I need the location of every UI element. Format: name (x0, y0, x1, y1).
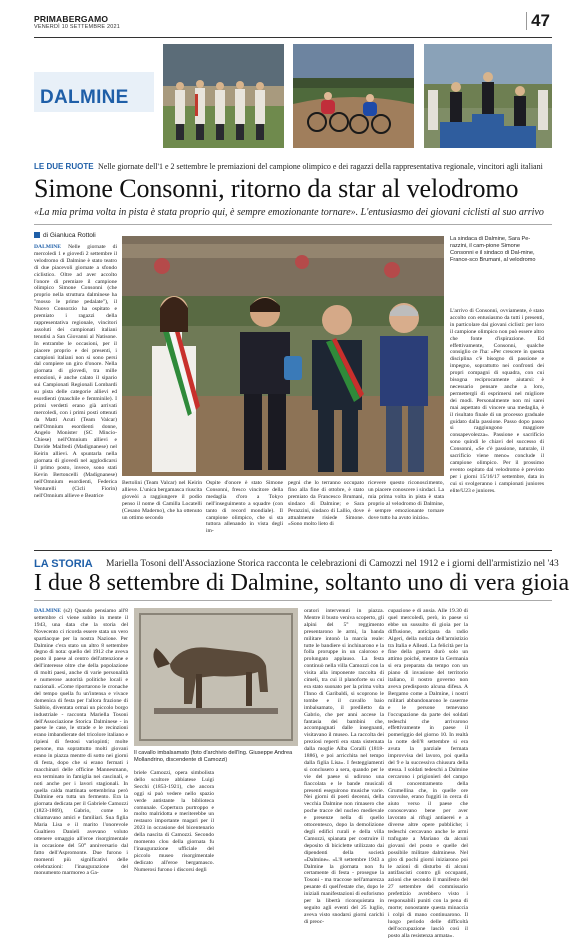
podium-photo (424, 44, 552, 148)
dateline-dalmine: DALMINE (34, 244, 62, 250)
divider (34, 600, 552, 601)
article1-column-right: L'arrivo di Consonni, ovviamente, è stato accolto con entusiasmo da tutti i presenti, in particolare dai giovani ciclisti: per loro il campione olimpico non può essere altro che fonte d'ispirazione. Ed effettivamente, Consonni, qualche consiglio ce l'ha: «Per crescere in questa disciplina c'è bisogno di passione e impegno, soprattutto nei confronti dei propri compagni di squadra, con cui bisogna reciprocamente aiutarsi: è necessario pensare anche a loro, permettergli di esprimersi nel migliore dei modi. Personalmente non mi sarei mai aspettato di vincere una medaglia, è il risultato finale di un processo graduale guidato dalla passione. Passo dopo passo si raggiungono maggiore consapevolezza». Passione e sacrificio sono quindi le chiavi del successo di Consonni, «Se c'è passione, naturale, il sacrificio viene meno» conclude il campione olimpico. Per il prossimo evento ospitato dal velodromo è previsto per i giorni 15/16/17 settembre, data in cui si svolgeranno i campionati juniores elite/U23 e juniores. (450, 308, 544, 494)
kicker-le-due-ruote: LE DUE RUOTE (34, 162, 94, 171)
article2-column-5: cupazione e di ansia. Alle 19.30 di quel mercoledì, però, in paese si ebbe un sussulto di gioia per la diffusione, anticipata da radio Algeri, della notizia dell'armistizio tra Italia e Alleati. La felicità per la fine della guerra durò solo un attimo poiché, mentre la Germania si era preparata da tempo con un piano di invasione del territorio italiano, il nostro governo non aveva predisposto alcuna difesa. A Bergamo come a Dalmine, i nostri militari abbandonarono le caserme e le persone temevano l'occupazione da parte dei soldati tedeschi che arrivarono effettivamente in paese il pomeriggio del giorno 10. In realtà la notte dell'8 settembre si era avuta la parziale fermata improvvisa del lavoro, poi quella del 9 e la successiva chiusura della stessa. I soldati tedeschi a Dalmine cercarono i prigionieri del campo di concentramento della Grumellina che, in quelle ore convulse, erano fuggiti in cerca di aiuto verso il paese che conoscevano bene per aver lavorato ai rifugi antiaerei e a diverse altre opere pubbliche; i tedeschi cercavano anche le armi trafugate a Mariano da alcuni giovani del posto e quelle del possibile militare dalminese. Nel giro di pochi giorni iniziarono poi le azioni di disturbo di alcuni antifascisti contro gli occupanti, azioni che secondo il manifesto del 27 settembre del commissario prefettizio avrebbero visto i responsabili puniti con la pena di morte; nonostante questa minaccia i colpi di mano continuarono. Il luogo periodo delle difficoltà dell'occupazione lasciò così il posto alla resistenza armata». (388, 608, 468, 939)
headline-consonni: Simone Consonni, ritorno da star al velodromo (34, 174, 519, 203)
dateline-dalmine-2: DALMINE (34, 608, 62, 614)
article1-col1-text: Nelle giornate di mercoledì 1 e giovedì 2 settembre il velodromo di Dalmine è stato teatro di due piacevoli giornate a sfondo ciclistico. Oltre ad aver accolto l'onore di premiare il campione olimpico Simone Consonni (che proprio nella struttura dalminese ha "mosso le prime pedalate"), il Nuovo Consorzio ha ospitato e premiato i ragazzi della rappresentativa regionale, vincitori assoluti dei campionati italiani tenutisi a San Giovanni al Natisone. In entrambe le occasioni, per il piacere proprio e dei presenti, i campioni italiani non si sono persi dal compiere un giro d'onore. Nella giornata di giovedì, tra mille emozioni, è anche calato il sipario sui Campionati Regionali Lombardi su pista delle categorie allievi ed esordienti (maschile e femminile). I primi verdetti erano già arrivati mercoledì, con i primi posti ottenuti da Matti Acuti (Team Valcar) nell'Omnium esordienti donne, Angelo Monister (SC Mincio-Chiese) nell'Omnium allievi e Davide Maifredi (Madignanese) nel Keirin allievi. A spuntarla nella giornata di giovedì nel agglodicarsi il primo posto, invece, sono stati Kevin Bertoncelli (Madignanese) nell'Omnium esordienti, Federica Venturelli (Cicli Fiorin) nell'Omnium allieve e Beatrice (34, 244, 117, 499)
article1-column-5: ricevere questo riconoscimento, un piacere conoscere i sindaci. La mia prima volta in pista è stata proprio al velodromo di Dalmine, è sempre emozionante tornare dove tutto ha avuto inizio». (368, 480, 444, 521)
divider (34, 224, 552, 225)
headline-8-settembre: I due 8 settembre di Dalmine, soltanto uno di vera gioia (34, 570, 570, 596)
section-label: DALMINE (40, 87, 129, 108)
page-number: 47 (526, 12, 550, 30)
author-icon (34, 232, 40, 238)
article2-column-1 (34, 608, 128, 877)
byline-text: di Gianluca Rottoli (43, 232, 96, 239)
article2-column-2: briele Camozzi, opera simbolista dello scultore abbiatese Luigi Secchi (1853-1921), che ancora oggi si può vedere nello spazio verde antistante la biblioteca comunale. Copertura purtroppo e molto malridotta e meriterebbe un restauro importante magari per il 2023 in occasione del bicentenario della nascita di Camozzi. Secondo momento clou della giornata fu l'inaugurazione ufficiale del piccolo museo risorgimentale dedicato all'eroe bergamasco. Numerosi furono i discorsi degli (134, 770, 214, 873)
byline (34, 232, 96, 239)
masthead: PRIMABERGAMO (34, 14, 109, 24)
article2-column-4: oratori intervenuti in piazza. Mentre il busto veniva scoperto, gli alpini del 5° reggimento presentarono le armi, la banda militare intonò la marcia reale: tutte le bandiere si inchinarono e la folla proruppe in un caloroso e prolungato applauso. La festa continuò nella villa Camozzi con la visita alla imponente raccolta di cimeli, tra cui il planoforte su cui era stato suonato per la prima volta l'Inno di Garibaldi, si scoprono le tombe e il cavallo baio imbalsamato, il prediletto da Gabrio, che per anni accese la fantasia dei bambini che, accompagnati dalle insegnanti, visitavano il museo. La raccolta dei preziosi reperti era stata sistemata dalla moglie Alba Coralli (1818-1886), e poi arricchita nel tempo dalla figlia Lisa». I festeggiamenti si conclusero a sera, quando per le vie del paese si udirono una fiaccolata e le bande musicali presenti eseguirono musiche varie. Nei giorni di poeti decenni, della vecchia Dalmine non rimasero che poche tracce del nucleo medievale e presenze nella di quello ottocentesco, dopo la demolizione degli edifici rurali e della villa Camozzi, spianata per costruire il deposito di biciclette utilizzato dai dipendenti della società «Dalmine». «L'8 settembre 1943 a Dalmine la giornata non fu certamente di festa - prosegue la Tosoni - ma traccose nell'amarezza pesante di quell'estate che, dopo le iniziali manifestazioni di euforismo per la libertà riconquistata in seguito agli eventi del 25 luglio, aveva visto snodarsi giorni carichi di preoc- (304, 608, 384, 925)
article2-column-3 (218, 770, 298, 830)
header-rule (34, 37, 552, 38)
article1-column-4: pegni che lo terranno occupato fino alla fine di ottobre, è stato premiato da Francesco Brumani, sindaco di Dalmine; e Sara Perazzini, sindaco di Lallio, dove attualmente risiede Simone. «Sono molto lieto di (288, 480, 364, 528)
kicker-subtitle: Nelle giornate dell'1 e 2 settembre le premiazioni del campione olimpico e dei ragazzi della rappresentativa regionale, vincitori agli italiani (98, 162, 543, 171)
article1-column-3: Ospite d'onore è stato Simone Consonni, fresco vincitore della medaglia d'oro a Tokyo nell'inseguimento a squadre (con tanto di record mondiale). Il campione olimpico, che si sta tuttora allenando in vista degli im- (206, 480, 283, 535)
photo-caption-horse: Il cavallo imbalsamato (foto d'archivio dell'Ing. Giuseppe Andrea Mollandrino, discendente di Camozzi) (134, 750, 293, 763)
article2-column-6 (472, 608, 550, 830)
section-divider (34, 550, 552, 551)
kicker-subtitle-storia: Mariella Tosoni dell'Associazione Storica racconta le celebrazioni di Camozzi nel 1912 e i giorni dell'armistizio nel '43 (106, 559, 559, 569)
consonni-mayors-photo (122, 236, 444, 476)
article2-col1-text: (s2) Quando pensiamo all'8 settembre ci viene subito in mente il 1943, una data che la storia del Novecento ci ricorda essere stata un vero spartiacque per la nostra Nazione. Per Dalmine c'era stato un altro 8 settembre degno di nota: quello del 1912 che aveva posto il paese al centro dell'attenzione e dell'interesse oltre che della popolazione di molti paesi, anche di varie personalità e numerose autorità politiche locali e nazionali. «Come riportarono le cronache del tempo quella fu un'intensa e vivace domenica di festa per l'allora frazione di Sabbio, diventata ormai un piccolo borgo industriale - racconta Mariella Tosoni dell'Associazione Storica Dalminese - in paese le case, le strade e le recinzioni erano imbandierate del tricolore italiano e ripieni di festosi variopinti; molte persone, ma soprattutto molti giovani erano in piazza mentre di sotto nei giorni di festa, dopo che si erano fermati i macchinari delle officine Mannesmann, era terminato in famiglia nei cascinali, e noti anche per i lavori stagionali. In quella calda mattinata settembrina però Dalmine era tutta un fermento. Era la giornata dedicata per il Gabriele Camozzi (1823-1869), Gabrio, come lo chiamavano amici e familiari. Sua figlia Maria Lisa e il marito l'onorevole Gualtiero Danieli avevano voluto ottenere omaggio all'eroe risorgimentale in occasione del 50° anniversario dal fatto dell'Aspromonte. Due furono i momenti più significativi delle celebrazioni: l'inaugurazione del monumento marmoreo a Ga- (34, 608, 128, 877)
stuffed-horse-photo (134, 608, 298, 746)
deck-consonni: «La mia prima volta in pista è stata proprio qui, è sempre emozionante tornare». L'entusiasmo dei giovani ciclisti al suo arrivo (34, 207, 544, 218)
article1-column-2: Bertolini (Team Valcar) nel Keirin allieve. L'unica bergamasca riuscita gioveòi a raggiungere il podio penso il nome di Camilla Locatelli (Cesano Maderno), che ha ottenuto un ottimo secondo (122, 480, 202, 521)
dateline: VENERDÌ 10 SETTEMBRE 2021 (34, 24, 121, 30)
photo-caption-mayors: La sindaca di Dalmine, Sara Pe-razzini, il cam-pione Simone Consonni e il sindaco di Dal-mine, France-sco Brumani, al velodromo (450, 236, 536, 263)
article1-column-1 (34, 244, 117, 546)
velodrome-race-photo (293, 44, 414, 148)
ceremony-photo (163, 44, 284, 148)
kicker-la-storia: LA STORIA (34, 558, 93, 570)
